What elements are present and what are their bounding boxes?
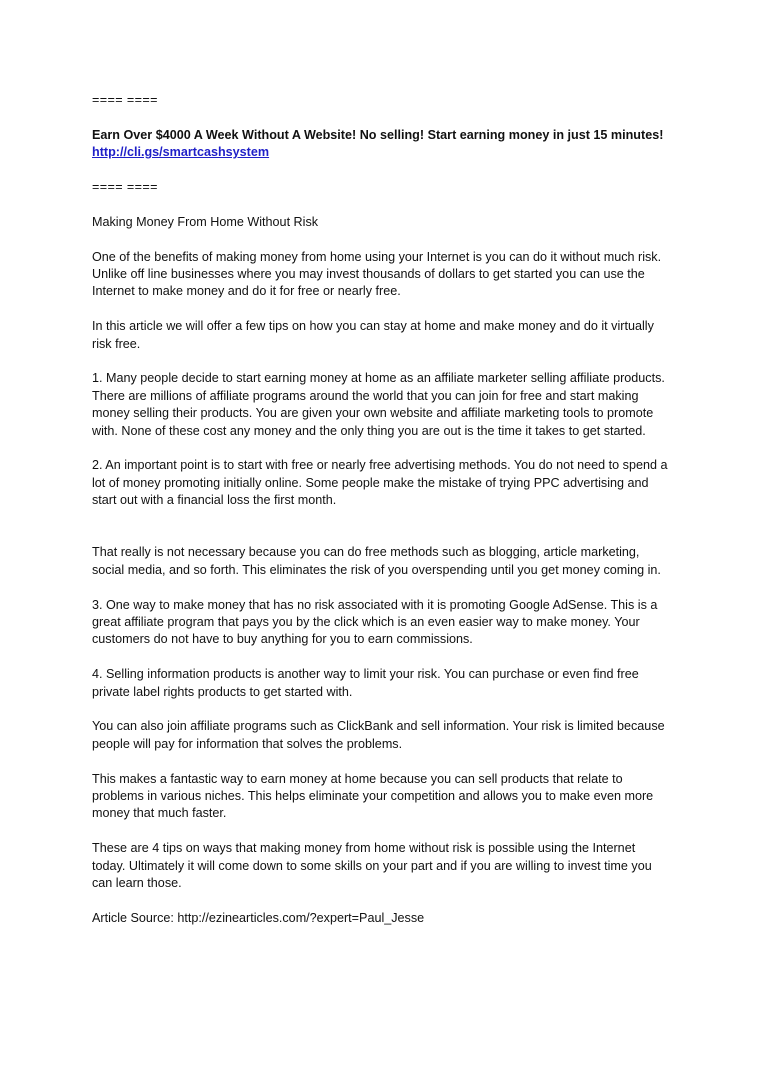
paragraph-tip-2-continued: That really is not necessary because you can do free methods such as blogging, article marketing, social media, and so forth. This eliminates the risk of you overspending until you get money coming in. [92, 545, 661, 577]
paragraph-clickbank: You can also join affiliate programs such as ClickBank and sell information. Your risk is limited because people will pay for information that solves the problems. [92, 719, 665, 751]
promo-block [92, 127, 672, 162]
paragraph-conclusion: These are 4 tips on ways that making money from home without risk is possible using the Internet today. Ultimately it will come down to some skills on your part and if you are willing to invest time you can learn those. [92, 841, 652, 891]
promo-headline: Earn Over $4000 A Week Without A Website! No selling! Start earning money in just 15 minutes! [92, 127, 664, 142]
paragraph-niches: This makes a fantastic way to earn money at home because you can sell products that relate to problems in various niches. This helps eliminate your competition and allows you to make even more money that much faster. [92, 771, 654, 821]
separator-top: ==== ==== [92, 93, 158, 107]
separator-bottom: ==== ==== [92, 180, 158, 194]
paragraph-tip-2: 2. An important point is to start with free or nearly free advertising methods. You do not need to spend a lot of money promoting initially online. Some people make the mistake of trying PPC advertising and start out with a financial loss the first month. [92, 458, 668, 508]
paragraph-overview: In this article we will offer a few tips on how you can stay at home and make money and do it virtually risk free. [92, 319, 654, 351]
paragraph-tip-1: 1. Many people decide to start earning money at home as an affiliate marketer selling affiliate products. There are millions of affiliate programs around the world that you can join for free and start making money selling their products. You are given your own website and affiliate marketing tools to promote with. None of these cost any money and the only thing you are out is the time it takes to get started. [92, 371, 665, 438]
paragraph-tip-4: 4. Selling information products is another way to limit your risk. You can purchase or even find free private label rights products to get started with. [92, 667, 639, 699]
article-title: Making Money From Home Without Risk [92, 214, 319, 229]
paragraph-tip-3: 3. One way to make money that has no risk associated with it is promoting Google AdSense. This is a great affiliate program that pays you by the click which is an even easier way to make money. Your customers do not have to buy anything for you to earn commissions. [92, 597, 658, 647]
article-source: Article Source: http://ezinearticles.com/?expert=Paul_Jesse [92, 910, 425, 925]
promo-link[interactable]: http://cli.gs/smartcashsystem [92, 145, 270, 160]
document-body [92, 92, 672, 945]
paragraph-intro: One of the benefits of making money from home using your Internet is you can do it without much risk. Unlike off line businesses where you may invest thousands of dollars to get started you can use the Internet to make money and do it for free or nearly free. [92, 249, 662, 299]
